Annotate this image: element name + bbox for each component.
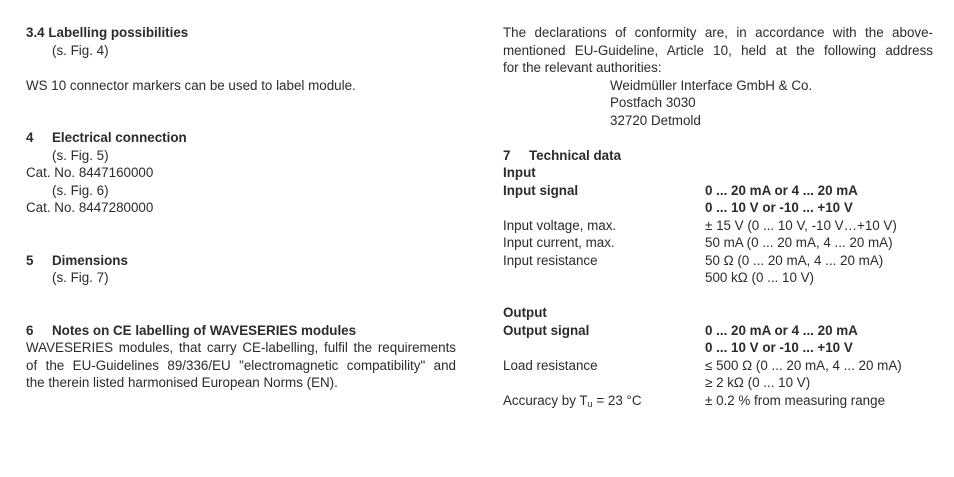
spec-value: ± 0.2 % from measuring range	[705, 392, 886, 408]
section-number: 7	[503, 147, 511, 163]
spec-value: 50 Ω (0 ... 20 mA, 4 ... 20 mA)	[705, 252, 884, 268]
spec-value: ≥ 2 kΩ (0 ... 10 V)	[705, 375, 811, 390]
paragraph-line: WAVESERIES modules, that carry CE-labelling, fulfil the requirements	[26, 340, 456, 355]
spec-value: 500 kΩ (0 ... 10 V)	[705, 270, 815, 285]
section-6-heading	[26, 322, 456, 340]
spec-row-continuation	[503, 269, 933, 287]
spec-label: Load resistance	[503, 357, 598, 373]
left-column	[26, 24, 456, 392]
spec-value: 0 ... 20 mA or 4 ... 20 mA	[705, 182, 858, 198]
spec-label	[503, 392, 642, 410]
spec-value: 0 ... 10 V or -10 ... +10 V	[705, 340, 853, 355]
section-number: 5	[26, 252, 34, 268]
spec-value: 50 mA (0 ... 20 mA, 4 ... 20 mA)	[705, 235, 893, 250]
input-heading: Input	[503, 165, 536, 180]
figure-reference: (s. Fig. 5)	[52, 147, 109, 163]
section-7-heading	[503, 147, 933, 165]
section-4-heading	[26, 129, 456, 147]
paragraph: WS 10 connector markers can be used to label module.	[26, 77, 356, 93]
spec-row-output-signal	[503, 322, 933, 340]
spec-value: 0 ... 20 mA or 4 ... 20 mA	[705, 322, 858, 338]
figure-reference: (s. Fig. 4)	[52, 42, 109, 58]
paragraph-line: mentioned EU-Guideline, Article 10, held at the following address	[503, 42, 933, 58]
spec-label-text: = 23 °C	[592, 392, 642, 408]
spec-row-accuracy	[503, 392, 933, 410]
spec-row-load-resistance	[503, 357, 933, 375]
spec-row-input-resistance	[503, 252, 933, 270]
spec-value: ≤ 500 Ω (0 ... 20 mA, 4 ... 20 mA)	[705, 357, 902, 373]
paragraph-line: of the EU-Guidelines 89/336/EU "electromagnetic compatibility" and	[26, 357, 456, 373]
spec-row-input-current	[503, 234, 933, 252]
spec-row-input-voltage	[503, 217, 933, 235]
spec-row-continuation	[503, 199, 933, 217]
section-title: Electrical connection	[52, 130, 187, 145]
catalog-number: Cat. No. 8447280000	[26, 200, 154, 215]
section-3-4-heading	[26, 24, 456, 42]
right-column	[503, 24, 933, 409]
section-title: Technical data	[529, 147, 622, 163]
spec-label: Input voltage, max.	[503, 217, 617, 233]
figure-reference: (s. Fig. 6)	[52, 182, 109, 198]
address-line: 32720 Detmold	[610, 112, 701, 128]
paragraph-line: the therein listed harmonised European Norms (EN).	[26, 375, 338, 390]
figure-reference: (s. Fig. 7)	[52, 270, 109, 285]
spec-label-subscript: u	[587, 398, 593, 409]
address-line: Weidmüller Interface GmbH & Co.	[610, 77, 813, 93]
spec-value: 0 ... 10 V or -10 ... +10 V	[705, 200, 853, 215]
paragraph-line: for the relevant authorities:	[503, 60, 662, 75]
section-title: Labelling possibilities	[48, 25, 189, 40]
spec-row-input-signal	[503, 182, 933, 200]
spec-row-continuation	[503, 374, 933, 392]
spec-label: Input current, max.	[503, 235, 615, 250]
section-title: Dimensions	[52, 252, 128, 268]
spec-value: ± 15 V (0 ... 10 V, -10 V…+10 V)	[705, 217, 897, 233]
catalog-number: Cat. No. 8447160000	[26, 165, 154, 180]
section-5-heading	[26, 252, 456, 270]
spec-label: Input signal	[503, 182, 579, 198]
section-number: 4	[26, 130, 34, 145]
address-line: Postfach 3030	[610, 95, 696, 110]
spec-label: Input resistance	[503, 252, 598, 268]
spec-label-text: Accuracy by T	[503, 392, 588, 408]
section-number: 6	[26, 322, 34, 338]
section-number: 3.4	[26, 25, 45, 40]
paragraph-line: The declarations of conformity are, in accordance with the above-	[503, 25, 933, 40]
spec-label: Output signal	[503, 322, 590, 338]
output-heading: Output	[503, 305, 547, 320]
spec-row-continuation	[503, 339, 933, 357]
section-title: Notes on CE labelling of WAVESERIES modules	[52, 322, 357, 338]
